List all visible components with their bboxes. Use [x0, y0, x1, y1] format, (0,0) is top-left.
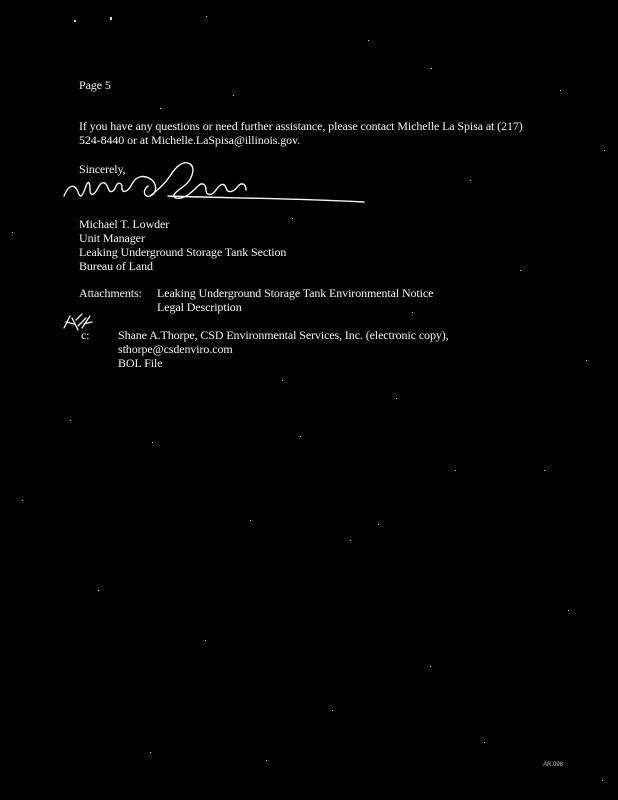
cc-file-line: BOL File: [118, 356, 163, 370]
signer-bureau: Bureau of Land: [79, 259, 153, 273]
signer-section: Leaking Underground Storage Tank Section: [79, 245, 287, 259]
cc-label: c:: [81, 328, 90, 342]
cc-recipient-email: sthorpe@csdenviro.com: [118, 342, 233, 356]
handwritten-initials: [60, 308, 100, 336]
body-text-line-1: If you have any questions or need further assistance, please contact Michelle La Spisa at (217): [79, 119, 523, 133]
attachments-label: Attachments:: [79, 286, 142, 300]
closing-salutation: Sincerely,: [79, 162, 126, 176]
document-control-mark: AR.098: [543, 762, 564, 768]
attachment-item: Leaking Underground Storage Tank Environmental Notice: [157, 286, 434, 300]
signer-title: Unit Manager: [79, 231, 145, 245]
signer-name: Michael T. Lowder: [79, 217, 170, 231]
cc-recipient-line: Shane A.Thorpe, CSD Environmental Services, Inc. (electronic copy),: [118, 328, 449, 342]
attachment-item: Legal Description: [157, 300, 242, 314]
page-number: Page 5: [79, 78, 111, 92]
body-text-line-2: 524-8440 or at Michelle.LaSpisa@illinois.gov.: [79, 133, 301, 147]
handwritten-signature: [58, 152, 378, 222]
